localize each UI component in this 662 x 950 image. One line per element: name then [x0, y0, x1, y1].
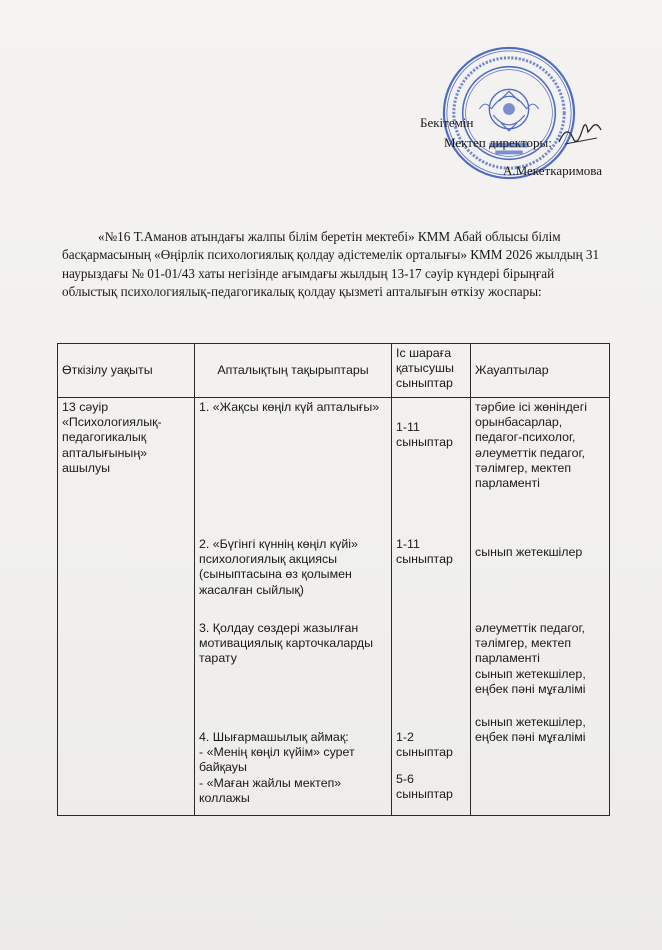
topic-4-title: 4. Шығармашылық аймақ:	[199, 730, 349, 744]
responsible-2: сынып жетекшілер	[475, 545, 583, 559]
signature-icon	[555, 118, 605, 148]
topic-3: 3. Қолдау сөздері жазылған мотивациялық карточкаларды тарату	[199, 621, 374, 666]
table-row	[58, 398, 610, 816]
responsible-3-extra: сынып жетекшілер, еңбек пәні мұғалімі	[475, 666, 586, 696]
participants-cell	[392, 398, 471, 816]
approval-position: Мектеп директоры:	[444, 135, 552, 150]
table-header-row	[58, 344, 610, 398]
topic-1: 1. «Жақсы көңіл күй апталығы»	[199, 400, 380, 414]
approval-title: Бекітемін	[420, 115, 474, 130]
topic-4-sub2: - «Маған жайлы мектеп» коллажы	[199, 775, 342, 805]
header-date: Өткізілу уақыты	[58, 344, 195, 398]
header-participants: Іс шараға қатысушы сыныптар	[392, 344, 471, 398]
responsible-4: сынып жетекшілер, еңбек пәні мұғалімі	[475, 714, 586, 744]
participants-2: 1-11 сыныптар	[396, 537, 453, 567]
intro-paragraph: «№16 Т.Аманов атындағы жалпы білім беретін мектебі» КММ Абай облысы білім басқармасының «Өңірлік психологиялық қолдау әдістемелік орталығы» КММ 2026 жылдың 31 наурыздағы № 01-01/43 хаты негізінде ағымдағы жылдың 13-17 сәуір күндері бірыңғай облыстық психологиялық-педагогикалық қолдау қызметі апталығын өткізу жоспары:	[62, 229, 600, 299]
topic-4-sub1: - «Менің көңіл күйім» сурет байқауы	[199, 745, 355, 775]
participants-4a: 1-2 сыныптар	[396, 730, 453, 760]
date-cell: 13 сәуір «Психологиялық-педагогикалық апталығының» ашылуы	[58, 398, 195, 816]
responsible-3: әлеуметтік педагог, тәлімгер, мектеп парламенті	[475, 621, 585, 666]
responsible-cell	[471, 398, 610, 816]
topic-cell	[195, 398, 392, 816]
participants-1: 1-11 сыныптар	[396, 420, 453, 450]
header-responsible: Жауаптылар	[471, 344, 610, 398]
header-topic: Апталықтың тақырыптары	[195, 344, 392, 398]
plan-table	[57, 343, 610, 816]
topic-2: 2. «Бүгінгі күннің көңіл күйі» психологиялық акциясы (сыныптасына өз қолымен жасалған сыйлық)	[199, 537, 358, 597]
participants-4b: 5-6 сыныптар	[396, 772, 453, 802]
approval-name: А.Мекеткаримова	[503, 163, 603, 178]
responsible-1: тәрбие ісі жөніндегі орынбасарлар, педагог-психолог, әлеуметтік педагог, тәлімгер, мектеп парламенті	[475, 400, 587, 491]
